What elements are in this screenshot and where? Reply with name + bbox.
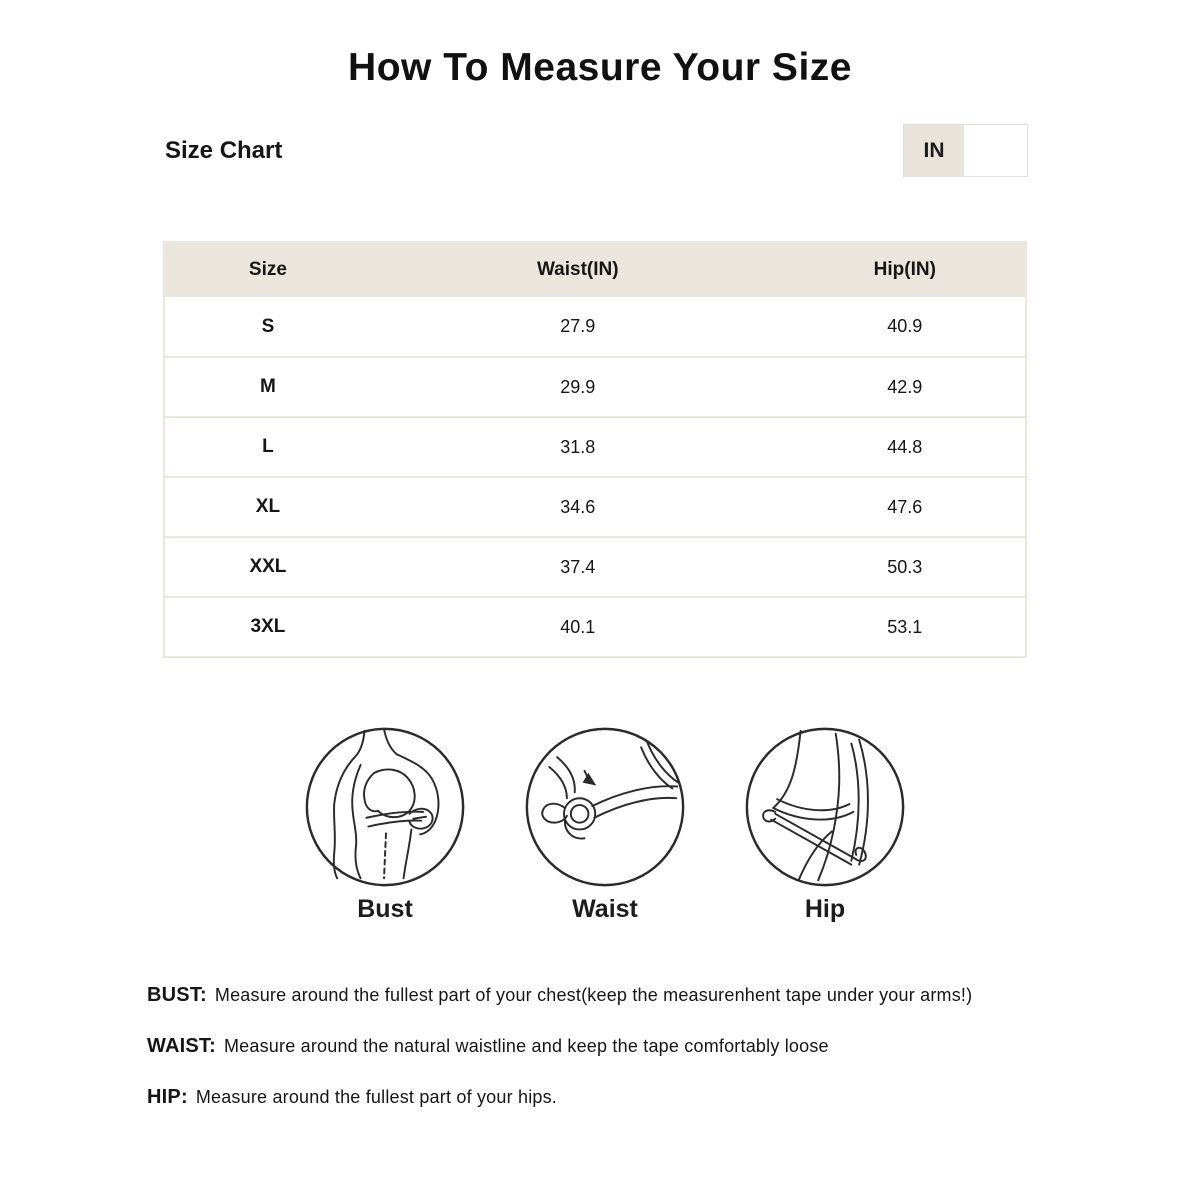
instruction-bust-text: Measure around the fullest part of your chest(keep the measurenhent tape under your arms!): [214, 985, 973, 1005]
instruction-hip: [147, 1086, 1130, 1109]
waist-figure: [522, 724, 688, 924]
hip-value: 42.9: [785, 357, 1026, 417]
waist-value: 29.9: [371, 357, 785, 417]
waist-value: 34.6: [371, 477, 785, 537]
instruction-hip-label: HIP:: [147, 1086, 188, 1108]
column-header-hip: Hip(IN): [785, 242, 1026, 297]
table-row: [164, 417, 1026, 477]
instruction-hip-text: Measure around the fullest part of your hips.: [195, 1087, 558, 1107]
size-value: XXL: [164, 537, 371, 597]
table-row: [164, 357, 1026, 417]
waist-value: 27.9: [371, 297, 785, 357]
hip-measure-icon: [742, 724, 908, 890]
hip-value: 53.1: [785, 597, 1026, 657]
size-value: 3XL: [164, 597, 371, 657]
unit-toggle-alt[interactable]: [964, 125, 1027, 176]
measure-instructions: [147, 984, 1130, 1109]
column-header-size: Size: [164, 242, 371, 297]
figure-label-bust: Bust: [357, 895, 413, 923]
size-value: L: [164, 417, 371, 477]
hip-value: 44.8: [785, 417, 1026, 477]
figure-label-waist: Waist: [572, 895, 638, 923]
table-row: [164, 597, 1026, 657]
hip-value: 40.9: [785, 297, 1026, 357]
table-row: [164, 477, 1026, 537]
instruction-bust: [147, 984, 1130, 1007]
unit-toggle-in[interactable]: IN: [904, 125, 964, 176]
size-value: M: [164, 357, 371, 417]
size-table-header-row: [164, 242, 1026, 297]
measure-figures: [0, 724, 1200, 924]
hip-figure: [742, 724, 908, 924]
bust-measure-icon: [302, 724, 468, 890]
hip-value: 47.6: [785, 477, 1026, 537]
waist-value: 40.1: [371, 597, 785, 657]
size-value: XL: [164, 477, 371, 537]
size-value: S: [164, 297, 371, 357]
size-chart-label: Size Chart: [165, 136, 283, 164]
hip-value: 50.3: [785, 537, 1026, 597]
waist-measure-icon: [522, 724, 688, 890]
instruction-bust-label: BUST:: [147, 984, 207, 1006]
waist-value: 37.4: [371, 537, 785, 597]
unit-toggle[interactable]: [903, 124, 1028, 177]
table-row: [164, 297, 1026, 357]
column-header-waist: Waist(IN): [371, 242, 785, 297]
table-row: [164, 537, 1026, 597]
bust-figure: [302, 724, 468, 924]
instruction-waist-text: Measure around the natural waistline and keep the tape comfortably loose: [223, 1036, 829, 1056]
figure-label-hip: Hip: [804, 895, 846, 923]
waist-value: 31.8: [371, 417, 785, 477]
size-guide-page: [0, 46, 1200, 1200]
size-table: [163, 241, 1027, 658]
page-title: How To Measure Your Size: [348, 46, 852, 89]
instruction-waist: [147, 1035, 1130, 1058]
size-chart-header: [165, 124, 1028, 177]
instruction-waist-label: WAIST:: [147, 1035, 216, 1057]
